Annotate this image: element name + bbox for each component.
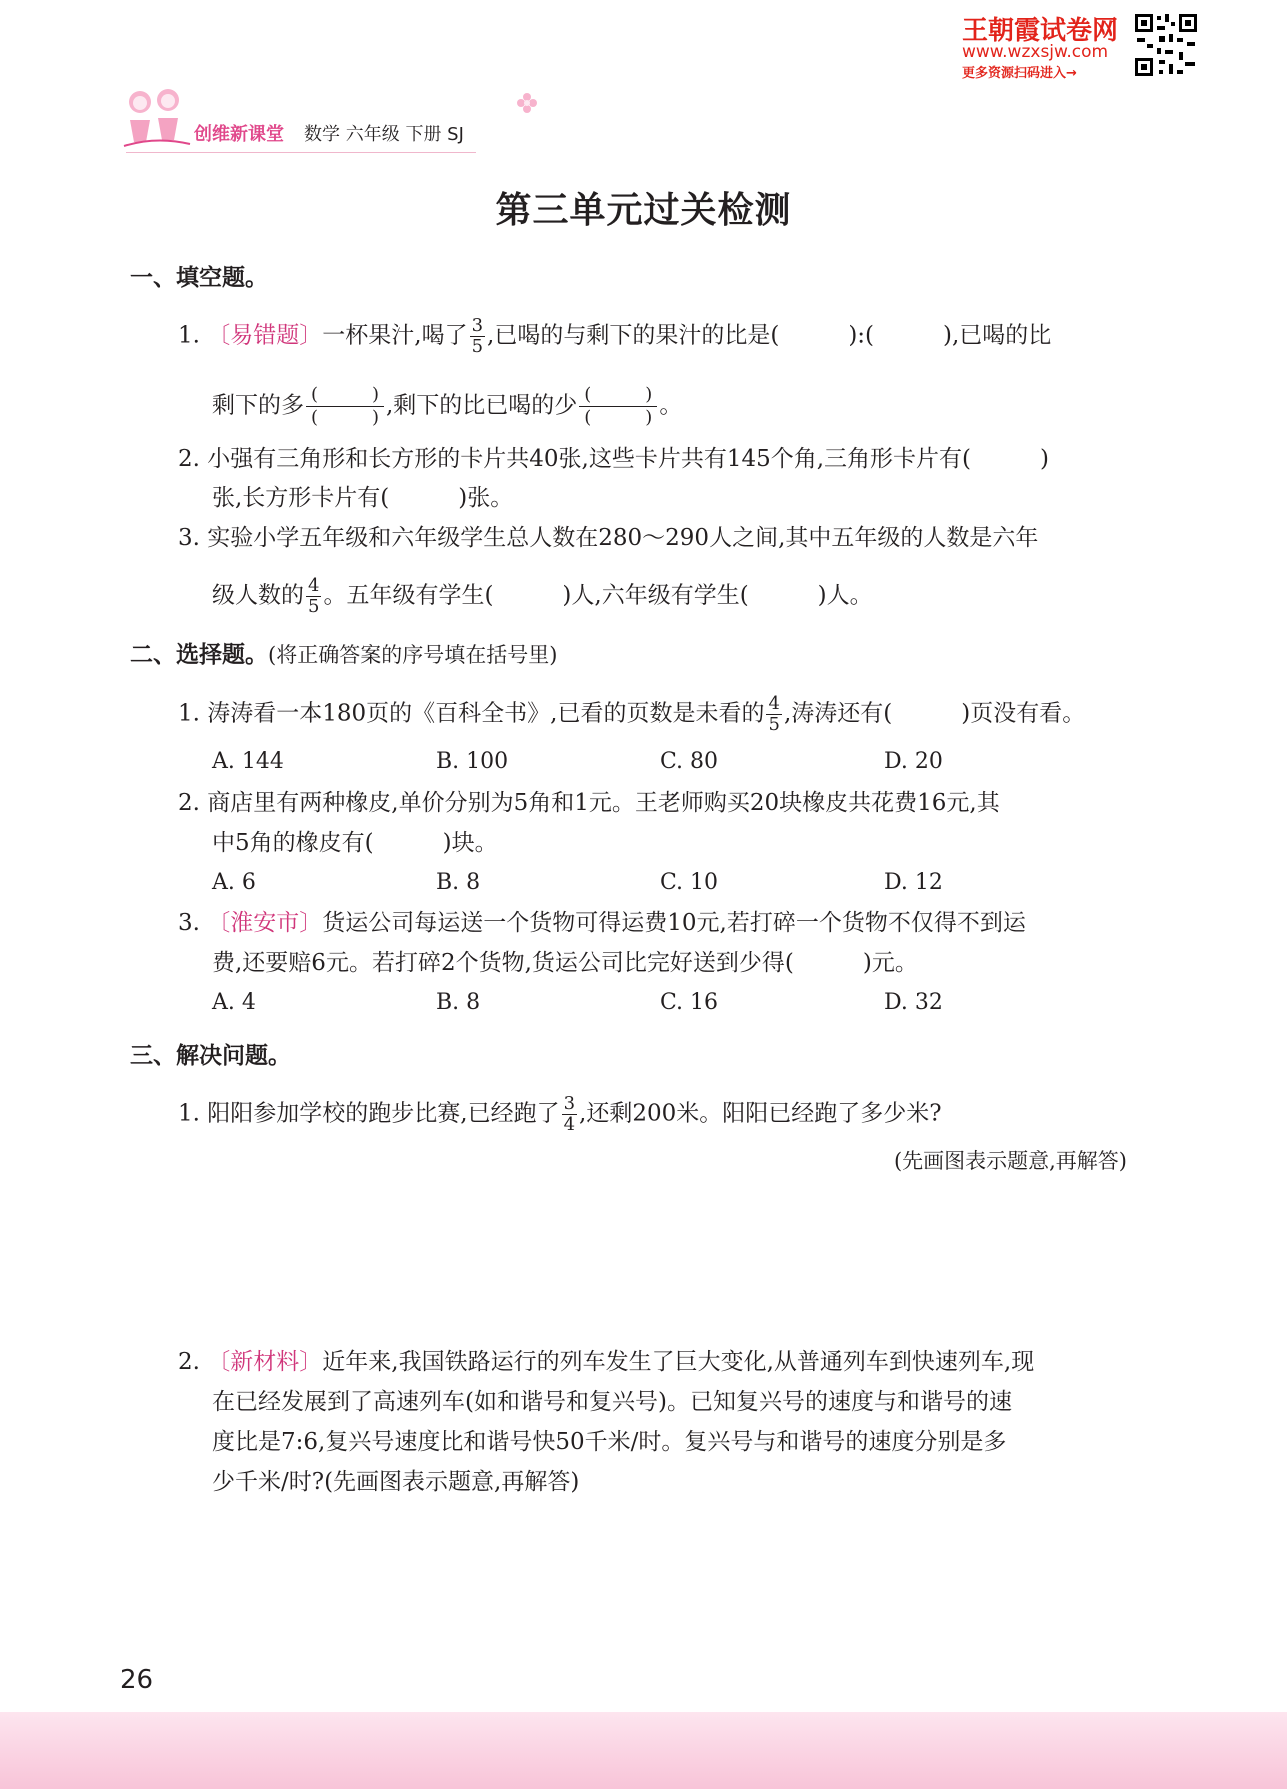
option-c[interactable]: C. 80 — [660, 749, 719, 774]
question-number: 2. — [178, 1349, 200, 1375]
question-3-1-note: (先画图表示题意,再解答) — [893, 1149, 1127, 1173]
question-text: 剩下的多 — [212, 392, 304, 419]
question-text: 。五年级有学生( )人,六年级有学生( )人。 — [323, 582, 873, 609]
question-2-3 — [178, 908, 1026, 938]
footer-band — [0, 1712, 1287, 1789]
question-text: 。 — [659, 392, 683, 419]
option-d[interactable]: D. 20 — [884, 749, 943, 774]
kids-logo — [120, 86, 194, 152]
qr-code-icon[interactable] — [1133, 12, 1199, 78]
question-3-2 — [178, 1347, 1034, 1377]
question-2-3-cont: 费,还要赔6元。若打碎2个货物,货运公司比完好送到少得( )元。 — [212, 950, 918, 976]
question-number: 1. — [178, 322, 200, 349]
brand-label: 创维新课堂 — [194, 124, 284, 145]
question-1-1 — [178, 316, 1051, 357]
option-b[interactable]: B. 100 — [436, 749, 509, 774]
section-heading-problems: 三、解决问题。 — [130, 1043, 291, 1069]
option-a[interactable]: A. 4 — [212, 990, 256, 1015]
question-1-1-cont — [212, 384, 682, 429]
question-2-2 — [178, 788, 1000, 818]
question-number: 2. — [178, 790, 200, 816]
question-number: 3. — [178, 910, 200, 936]
watermark-url[interactable]: www.wzxsjw.com — [962, 42, 1109, 62]
question-number: 1. — [178, 700, 200, 727]
option-b[interactable]: B. 8 — [436, 870, 481, 895]
header-divider — [126, 152, 476, 153]
fraction: $\frac{4}{5}$ — [308, 575, 320, 617]
option-d[interactable]: D. 32 — [884, 990, 943, 1015]
answer-area[interactable] — [212, 1510, 1127, 1650]
book-info: 数学 六年级 下册 SJ — [304, 124, 464, 145]
option-d[interactable]: D. 12 — [884, 870, 943, 895]
section-heading-fill-blank: 一、填空题。 — [130, 265, 268, 291]
question-number: 2. — [178, 446, 200, 472]
fraction: $\frac{3}{5}$ — [471, 315, 484, 357]
question-text: 近年来,我国铁路运行的列车发生了巨大变化,从普通列车到快速列车,现 — [322, 1349, 1035, 1375]
option-b[interactable]: B. 8 — [436, 990, 481, 1015]
question-text: ,涛涛还有( )页没有看。 — [783, 700, 1086, 727]
question-text: 阳阳参加学校的跑步比赛,已经跑了 — [207, 1100, 560, 1127]
fraction: $\frac{3}{4}$ — [563, 1093, 576, 1135]
question-text: 一杯果汁,喝了 — [322, 322, 468, 349]
question-1-3-cont — [212, 576, 873, 617]
answer-fraction-blank[interactable]: $\frac{( )}{( )}$ — [579, 384, 657, 429]
question-tag: 〔淮安市〕 — [207, 910, 323, 936]
answer-area[interactable] — [212, 1190, 1127, 1330]
question-3-2-line2: 在已经发展到了高速列车(如和谐号和复兴号)。已知复兴号的速度与和谐号的速 — [212, 1389, 1012, 1415]
watermark-note: 更多资源扫码进入→ — [962, 66, 1077, 81]
question-3-2-line4: 少千米/时?(先画图表示题意,再解答) — [212, 1469, 580, 1495]
question-1-3 — [178, 523, 1038, 553]
question-text: 实验小学五年级和六年级学生总人数在280～290人之间,其中五年级的人数是六年 — [207, 525, 1039, 551]
section-note: (将正确答案的序号填在括号里) — [268, 643, 558, 667]
question-1-2 — [178, 444, 1049, 474]
question-text: ,剩下的比已喝的少 — [386, 392, 578, 419]
question-text: 小强有三角形和长方形的卡片共40张,这些卡片共有145个角,三角形卡片有( ) — [207, 446, 1050, 472]
question-text: 货运公司每运送一个货物可得运费10元,若打碎一个货物不仅得不到运 — [322, 910, 1026, 936]
fraction: $\frac{4}{5}$ — [768, 693, 780, 735]
option-c[interactable]: C. 16 — [660, 990, 719, 1015]
flower-icon — [516, 92, 538, 114]
watermark-title: 王朝霞试卷网 — [962, 16, 1119, 46]
question-text: ,已喝的与剩下的果汁的比是( ):( ),已喝的比 — [487, 322, 1052, 349]
question-text: 涛涛看一本180页的《百科全书》,已看的页数是未看的 — [207, 700, 765, 727]
answer-fraction-blank[interactable]: $\frac{( )}{( )}$ — [306, 384, 384, 429]
section-title: 二、选择题。 — [130, 642, 268, 668]
question-number: 1. — [178, 1100, 200, 1127]
question-text: 级人数的 — [212, 582, 304, 609]
question-1-2-cont: 张,长方形卡片有( )张。 — [212, 485, 514, 511]
question-text: 商店里有两种橡皮,单价分别为5角和1元。王老师购买20块橡皮共花费16元,其 — [207, 790, 1000, 816]
question-2-1 — [178, 694, 1085, 735]
question-3-2-line3: 度比是7:6,复兴号速度比和谐号快50千米/时。复兴号与和谐号的速度分别是多 — [212, 1429, 1007, 1455]
question-text: ,还剩200米。阳阳已经跑了多少米? — [579, 1100, 942, 1127]
question-3-1 — [178, 1094, 942, 1135]
question-number: 3. — [178, 525, 200, 551]
option-a[interactable]: A. 6 — [212, 870, 256, 895]
option-a[interactable]: A. 144 — [212, 749, 284, 774]
question-tag: 〔易错题〕 — [207, 322, 323, 349]
question-tag: 〔新材料〕 — [207, 1349, 323, 1375]
page-title: 第三单元过关检测 — [495, 190, 792, 231]
page-number: 26 — [120, 1665, 154, 1695]
question-2-2-cont: 中5角的橡皮有( )块。 — [212, 830, 498, 856]
option-c[interactable]: C. 10 — [660, 870, 719, 895]
section-heading-choice — [130, 640, 557, 670]
